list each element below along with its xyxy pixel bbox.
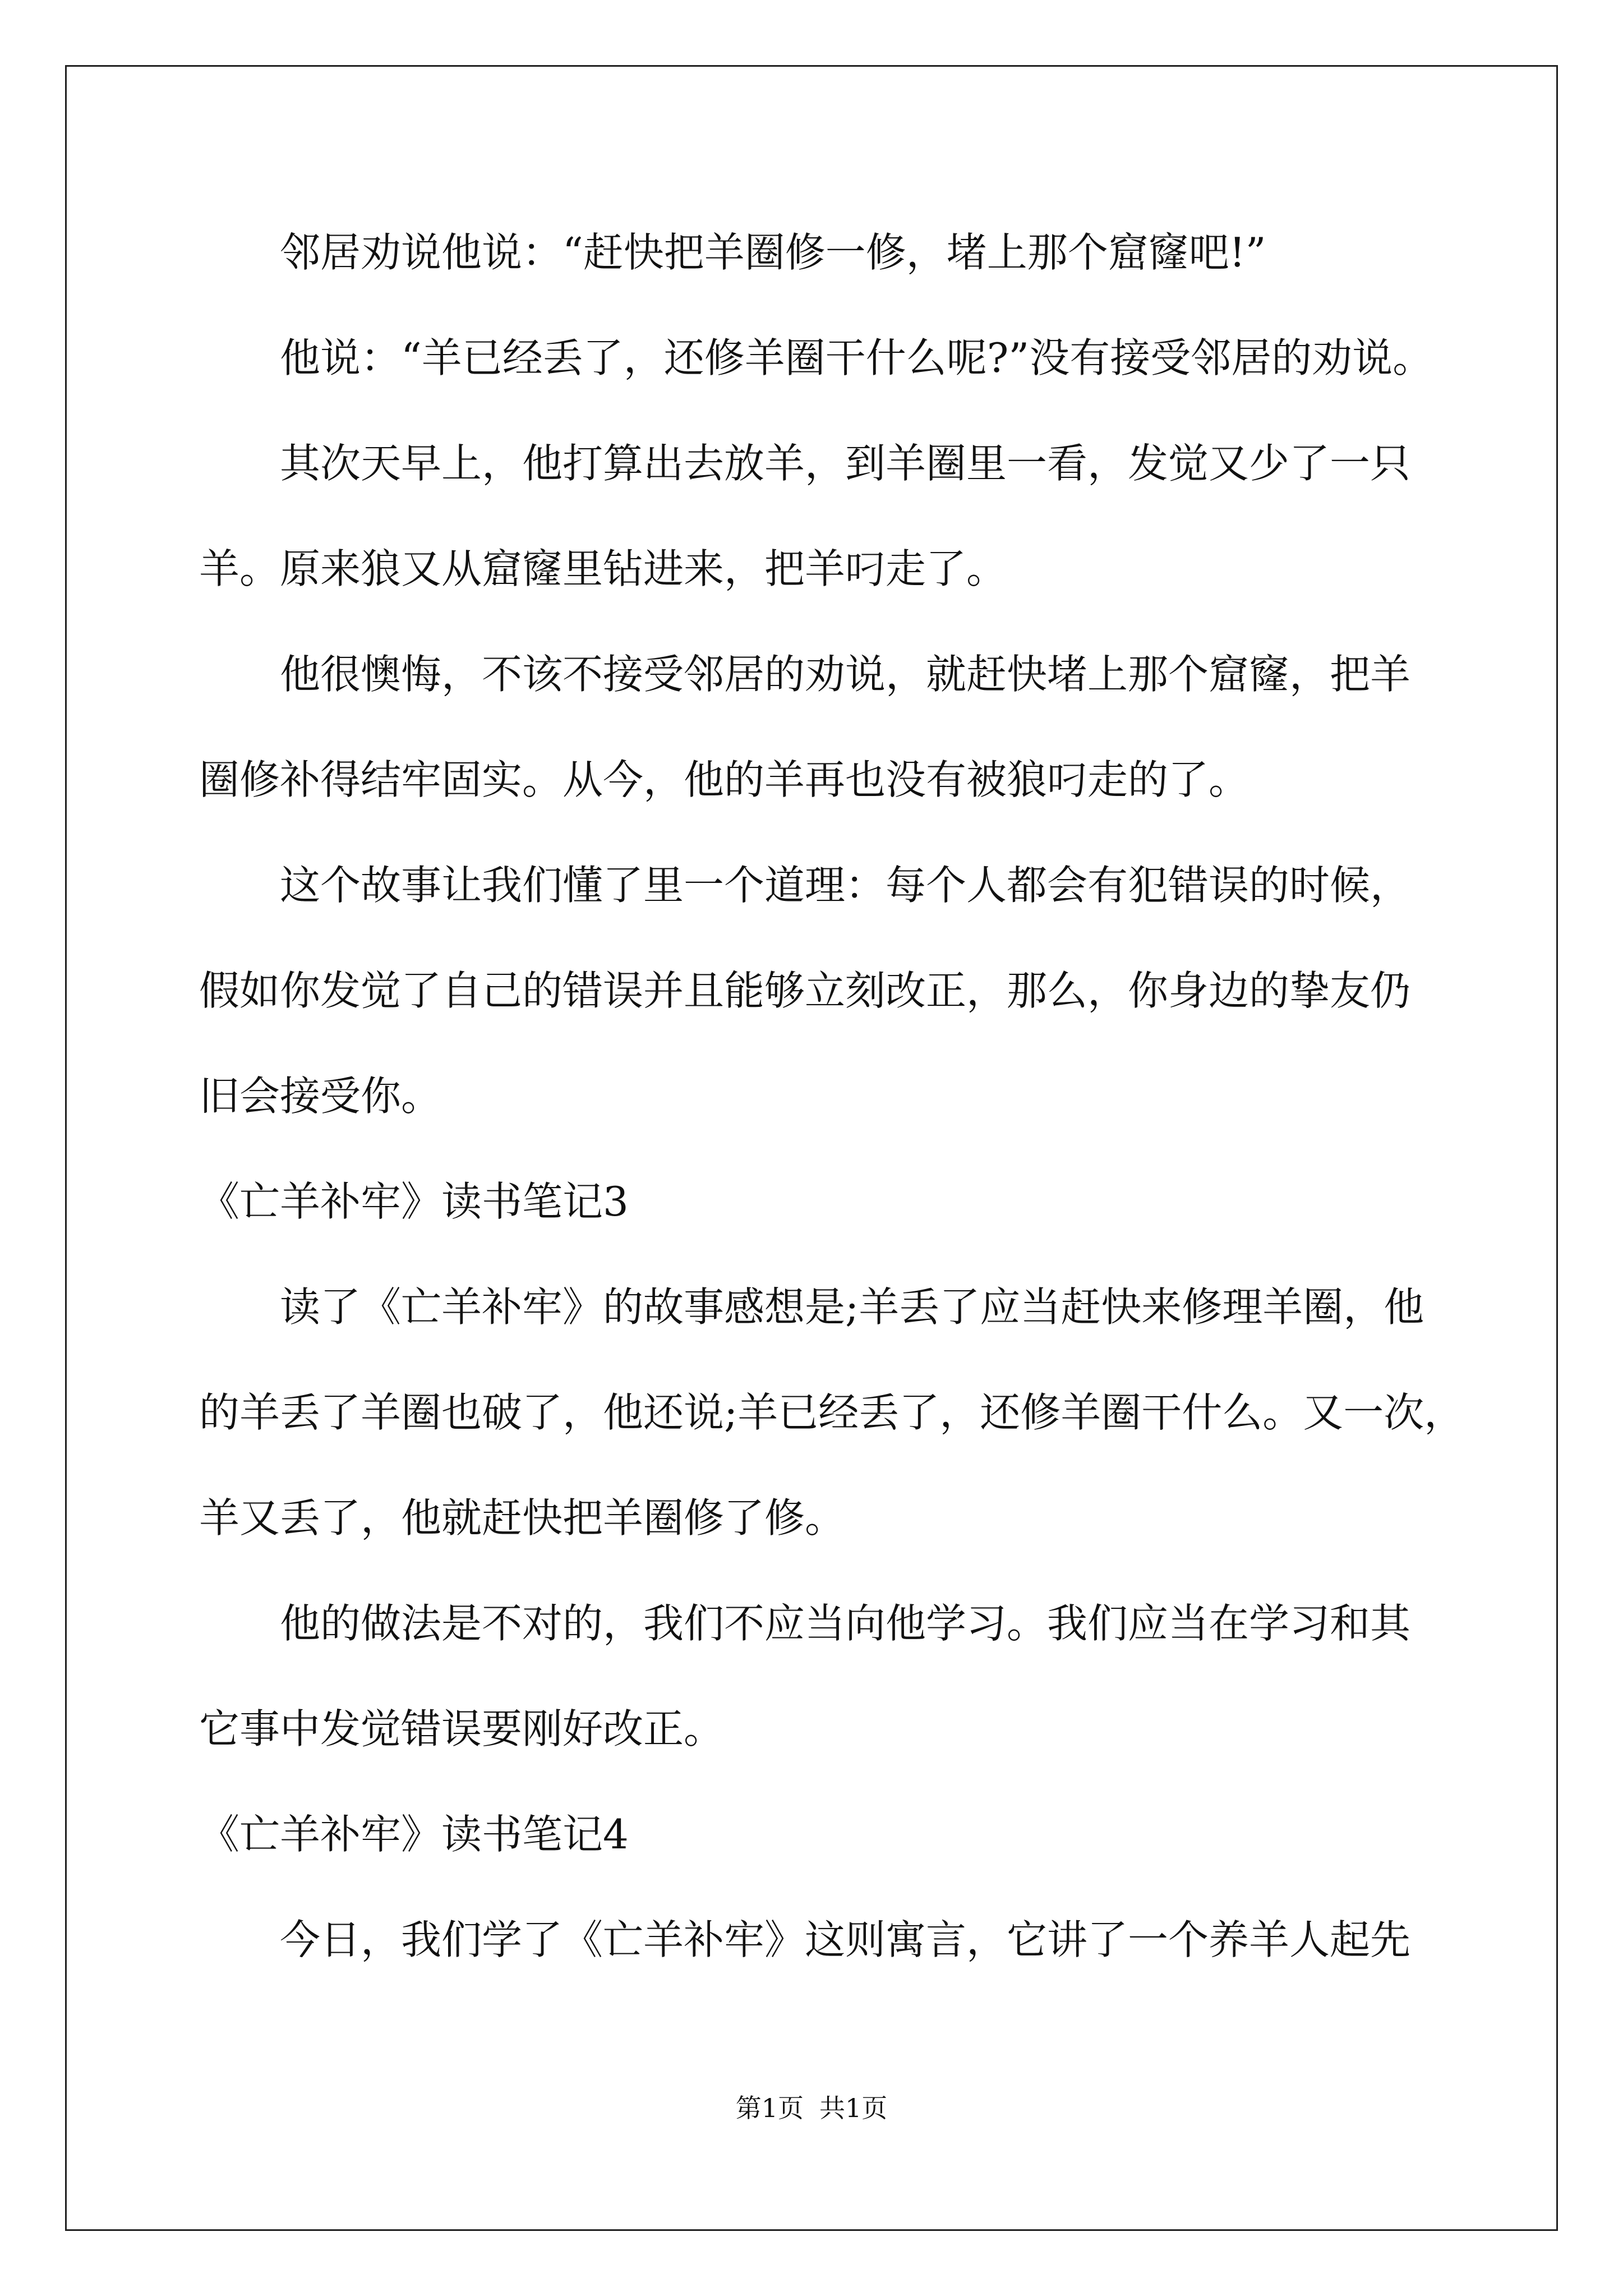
paragraph-line: 羊。原来狼又从窟窿里钻进来，把羊叼走了。 (199, 545, 1007, 592)
page-number-total: 共1页 (819, 2093, 888, 2123)
paragraph-line: 他说：“羊已经丢了，还修羊圈干什么呢?”没有接受邻居的劝说。 (280, 334, 1433, 381)
paragraph-line: 邻居劝说他说：“赶快把羊圈修一修，堵上那个窟窿吧!” (280, 229, 1266, 276)
paragraph-line: 读了《亡羊补牢》的故事感想是;羊丢了应当赶快来修理羊圈，他 (280, 1283, 1424, 1331)
section-heading: 《亡羊补牢》读书笔记3 (199, 1178, 629, 1225)
paragraph-line: 他的做法是不对的，我们不应当向他学习。我们应当在学习和其 (280, 1600, 1411, 1647)
paragraph-line: 这个故事让我们懂了里一个道理：每个人都会有犯错误的时候， (280, 862, 1411, 909)
paragraph-line: 今日，我们学了《亡羊补牢》这则寓言，它讲了一个养羊人起先 (280, 1916, 1411, 1963)
paragraph-line: 假如你发觉了自己的错误并且能够立刻改正，那么，你身边的挚友仍 (199, 967, 1411, 1014)
paragraph-line: 旧会接受你。 (199, 1073, 442, 1120)
paragraph-line: 圈修补得结牢固实。从今，他的羊再也没有被狼叼走的了。 (199, 756, 1249, 803)
paragraph-line: 他很懊悔，不该不接受邻居的劝说，就赶快堵上那个窟窿，把羊 (280, 651, 1411, 698)
paragraph-line: 它事中发觉错误要刚好改正。 (199, 1705, 725, 1752)
paragraph-line: 羊又丢了，他就赶快把羊圈修了修。 (199, 1494, 846, 1542)
section-heading: 《亡羊补牢》读书笔记4 (199, 1811, 629, 1858)
paragraph-line: 其次天早上，他打算出去放羊，到羊圈里一看，发觉又少了一只 (280, 440, 1411, 487)
page-number-current: 第1页 (735, 2093, 804, 2123)
page-border (65, 65, 1558, 2231)
page-footer (0, 2091, 1623, 2125)
paragraph-line: 的羊丢了羊圈也破了，他还说;羊已经丢了，还修羊圈干什么。又一次， (199, 1389, 1465, 1436)
